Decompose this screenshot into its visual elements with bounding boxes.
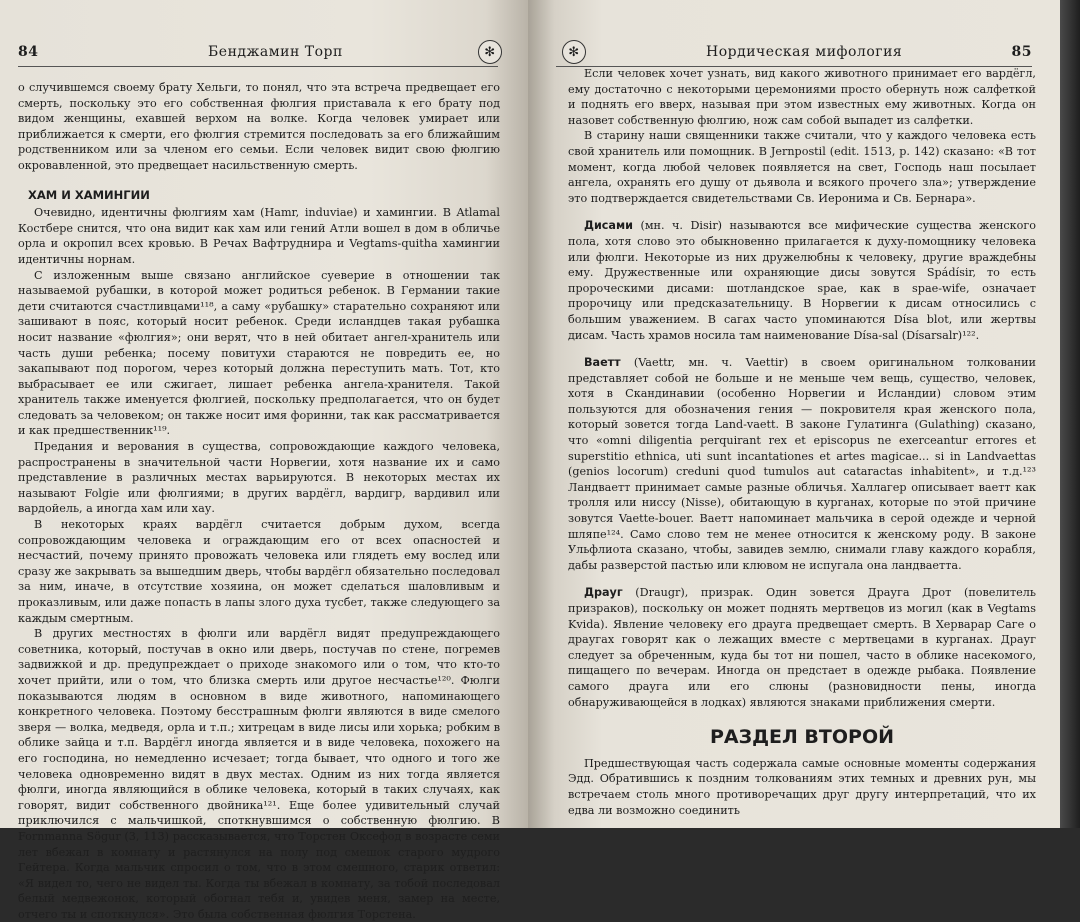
entry-text: (мн. ч. Disir) называются все мифические существа женского пола, хотя слово это обыкновенно прилагается к духу-помощнику человека или фюлги. Некоторые из них дружелюбны к человеку, другие враждебны ему. Дружественные или охраняющие дисы зовутся Spádísir, то есть пророческими дисами: шотландское spae, как в spae-wife, означает пророчицу или предсказательницу. В Норвегии к дисам относились с большим уважением. В сагах часто упоминаются Dísa blot, или жертвы дисам. Часть храмов носила там наименование Dísa-sal (Dísarsalr)¹²². (568, 219, 1036, 342)
right-page-header (556, 42, 1032, 67)
section-title: РАЗДЕЛ ВТОРОЙ (710, 726, 894, 749)
ornament-icon: ✻ (478, 40, 502, 64)
entry-term: Драуг (584, 586, 623, 600)
page-number: 85 (1011, 44, 1032, 60)
paragraph: Очевидно, идентичны фюлгиям хам (Hamr, induviae) и хамингии. В Atlamal Костбере снится, что она видит как хам или гений Атли вошел в дом в обличье орла и окропил всех кровью. В Речах Вафтруднира и Vegtams-quitha хамингии идентичны норнам. (18, 206, 500, 266)
entry-text: (Draugr), призрак. Один зовется Драуга Дрот (повелитель призраков), поскольку он может поднять мертвецов из могил (как в Vegtams Kvida). Явление человеку его драуга предвещает смерть. В Хервараp Саге о драугах говорят как о лежащих вместе с мертвецами в курганах. Драуг следует за обреченным, куда бы тот ни пошел, часто в облике насекомого, пищащего по вечерам. Иногда он предстает в одежде рыбака. Появление самого драуга или его слюны (разновидности пены, иногда обнаруживающейся в лодках) являются знаками приближения смерти. (568, 586, 1036, 709)
right-page-text (568, 66, 1036, 818)
paragraph: о случившемся своему брату Хельги, то понял, что эта встреча предвещает его смерть, поскольку это его собственная фюлгия приставала к его брату под видом женщины, ехавшей верхом на волке. Когда человек умирает или приближается к смерти, его фюлгия стремится последовать за его ближайшим родственником или за членом его семьи. Если человек видит свою фюлгию окровавленной, это предвещает насильственную смерть. (18, 81, 500, 172)
page-number: 84 (18, 44, 39, 60)
entry-text: (Vaettr, мн. ч. Vaettir) в своем оригинальном толковании представляет собой не больше и не меньше чем вещь, существо, человек, хотя в Скандинавии (особенно Норвегии и Исландии) словом этим пользуются для обозначения гения — покровителя края женского пола, который зовется тогда Land-vaett. В законе Гулатинга (Gulathing) сказано, что «omni diligentia perquirant rex et episcopus ne exerceantur errores et superstitio ethnica, uti sunt incantationes et artes magicae... si in Landvaettas (genios locorum) creduni quod tumulos aut cataractas inhabitent», и т.д.¹²³ Ландваетт принимает самые разные обличья. Халлагер описывает ваетт как тролля или ниссу (Nisse), обитающую в курганах, которые по этой причине зовутся Vaette-bouer. Ваетт напоминает мальчика в серой одежде и черной шляпе¹²⁴. Само слово тем не менее относится к женскому роду. В законе Ульфлиота сказано, чтобы, завидев землю, снимали главу каждого корабля, дабы разверстой пастью или клювом не испугала она ландваетта. (568, 356, 1036, 572)
entry-disir (568, 218, 1036, 343)
left-page (0, 0, 528, 921)
left-page-header (18, 42, 498, 67)
paragraph: Если человек хочет узнать, вид какого животного принимает его вардёгл, ему достаточно с некоторыми церемониями просто обернуть нож салфеткой и поднять его вверх, называя при этом известных ему животных. Когда он назовет собственную фюлгию, нож сам собой выпадет из салфетки. (568, 67, 1036, 127)
running-head: Бенджамин Торп (208, 44, 343, 60)
paragraph: С изложенным выше связано английское суеверие в отношении так называемой рубашки, в которой может родиться ребенок. В Германии такие дети считаются счастливцами¹¹⁸, а саму «рубашку» старательно сохраняют или зашивают в пояс, который носит ребенок. Среди исландцев такая рубашка носит название «фюлгия»; они верят, что в ней обитает ангел-хранитель или часть души ребенка; посему повитухи стараются не повредить ее, но закапывают под порогом, через который должна переступить мать. Тот, кто выбрасывает ее или сжигает, лишает ребенка ангела-хранителя. Такой хранитель также именуется фюлгией, поскольку предполагается, что он будет следовать за человеком; он также носит имя форинни, так как рассматривается и как предшественник¹¹⁹. (18, 268, 500, 438)
paragraph: В старину наши священники также считали, что у каждого человека есть свой хранитель или помощник. В Jernpostil (edit. 1513, p. 142) сказано: «В тот момент, когда любой человек появляется на свет, Господь наш посылает ангела, охранять его душу от дьявола и всякого прочего зла»; утверждение это подтверждается свидетельствами Св. Иеронима и Св. Бернара». (568, 129, 1036, 205)
paragraph: В других местностях в фюлги или вардёгл видят предупреждающего советника, который, постучав в окно или дверь, постучав по стене, погремев задвижкой и др. предупреждает о приходе знакомого или о том, что кто-то хочет прийти, или о том, что близка смерть или другое несчастье¹²⁰. Фюлги показываются людям в основном в виде животного, напоминающего конкретного человека. Поэтому бесстрашным фюлги являются в виде смелого зверя — волка, медведя, орла и т.п.; хитрецам в виде лисы или хорька; робким в облике зайца и т.п. Вардёгл иногда является и в виде человека, похожего на его господина, но немедленно исчезает; тогда бывает, что одного и того же человека одновременно видят в двух местах. Одним из них тогда является фюлги, иногда являющийся в облике человека, который в таких случаях, как говорят, видит собственного двойника¹²¹. Еще более удивительный случай приключился с мальчишкой, споткнувшимся о собственную фюлгию. В Fornmanna Sögur (3, 113) рассказывается, что Торстен Оксефод в возрасте семи лет вбежал в комнату и растянулся на полу под смешок старого мудрого Гейтера. Когда мальчик спросил о том, что в этом смешного, старик ответил: «Я видел то, чего не видел ты. Когда ты вбежал в комнату, за тобой последовал белый медвежонок, который обогнал тебя и, увидев меня, замер на месте, отчего ты и споткнулся». Это была собственная фюлгия Торстена. (18, 627, 500, 921)
ornament-icon: ✻ (562, 40, 586, 64)
paragraph: В некоторых краях вардёгл считается добрым духом, всегда сопровождающим человека и ограждающим его от всех опасностей и несчастий, почему принято провожать человека или глядеть ему вослед или сразу же закрывать за вышедшим дверь, чтобы вардёгл обязательно последовал за ним, иначе, в отсутствие хозяина, он может сделаться шаловливым и проказливым, или даже попасть в лапы злого духа тусбет, также следующего за каждым смертным. (18, 518, 500, 625)
section-heading: ХАМ И ХАМИНГИИ (28, 187, 150, 202)
entry-draugr (568, 585, 1036, 710)
right-page (528, 0, 1060, 828)
entry-term: Ваетт (584, 356, 621, 370)
running-head: Нордическая мифология (706, 44, 903, 60)
left-page-text (18, 80, 500, 922)
entry-term: Дисами (584, 219, 633, 233)
background-edge (1060, 0, 1080, 828)
paragraph: Предшествующая часть содержала самые основные моменты содержания Эдд. Обратившись к поздним толкованиям этих темных и древних рун, мы встречаем столь много противоречащих друг другу интерпретаций, что их едва ли возможно соединить (568, 756, 1036, 817)
paragraph: Предания и верования в существа, сопровождающие каждого человека, распространены в значительной части Норвегии, хотя название их и само представление в различных местах варьируются. В некоторых местах их называют Folgie или фюлгиями; в других вардёгл, вардигр, вардивил или вардойель, а иногда хам или хау. (18, 440, 500, 516)
entry-vaettr (568, 355, 1036, 573)
